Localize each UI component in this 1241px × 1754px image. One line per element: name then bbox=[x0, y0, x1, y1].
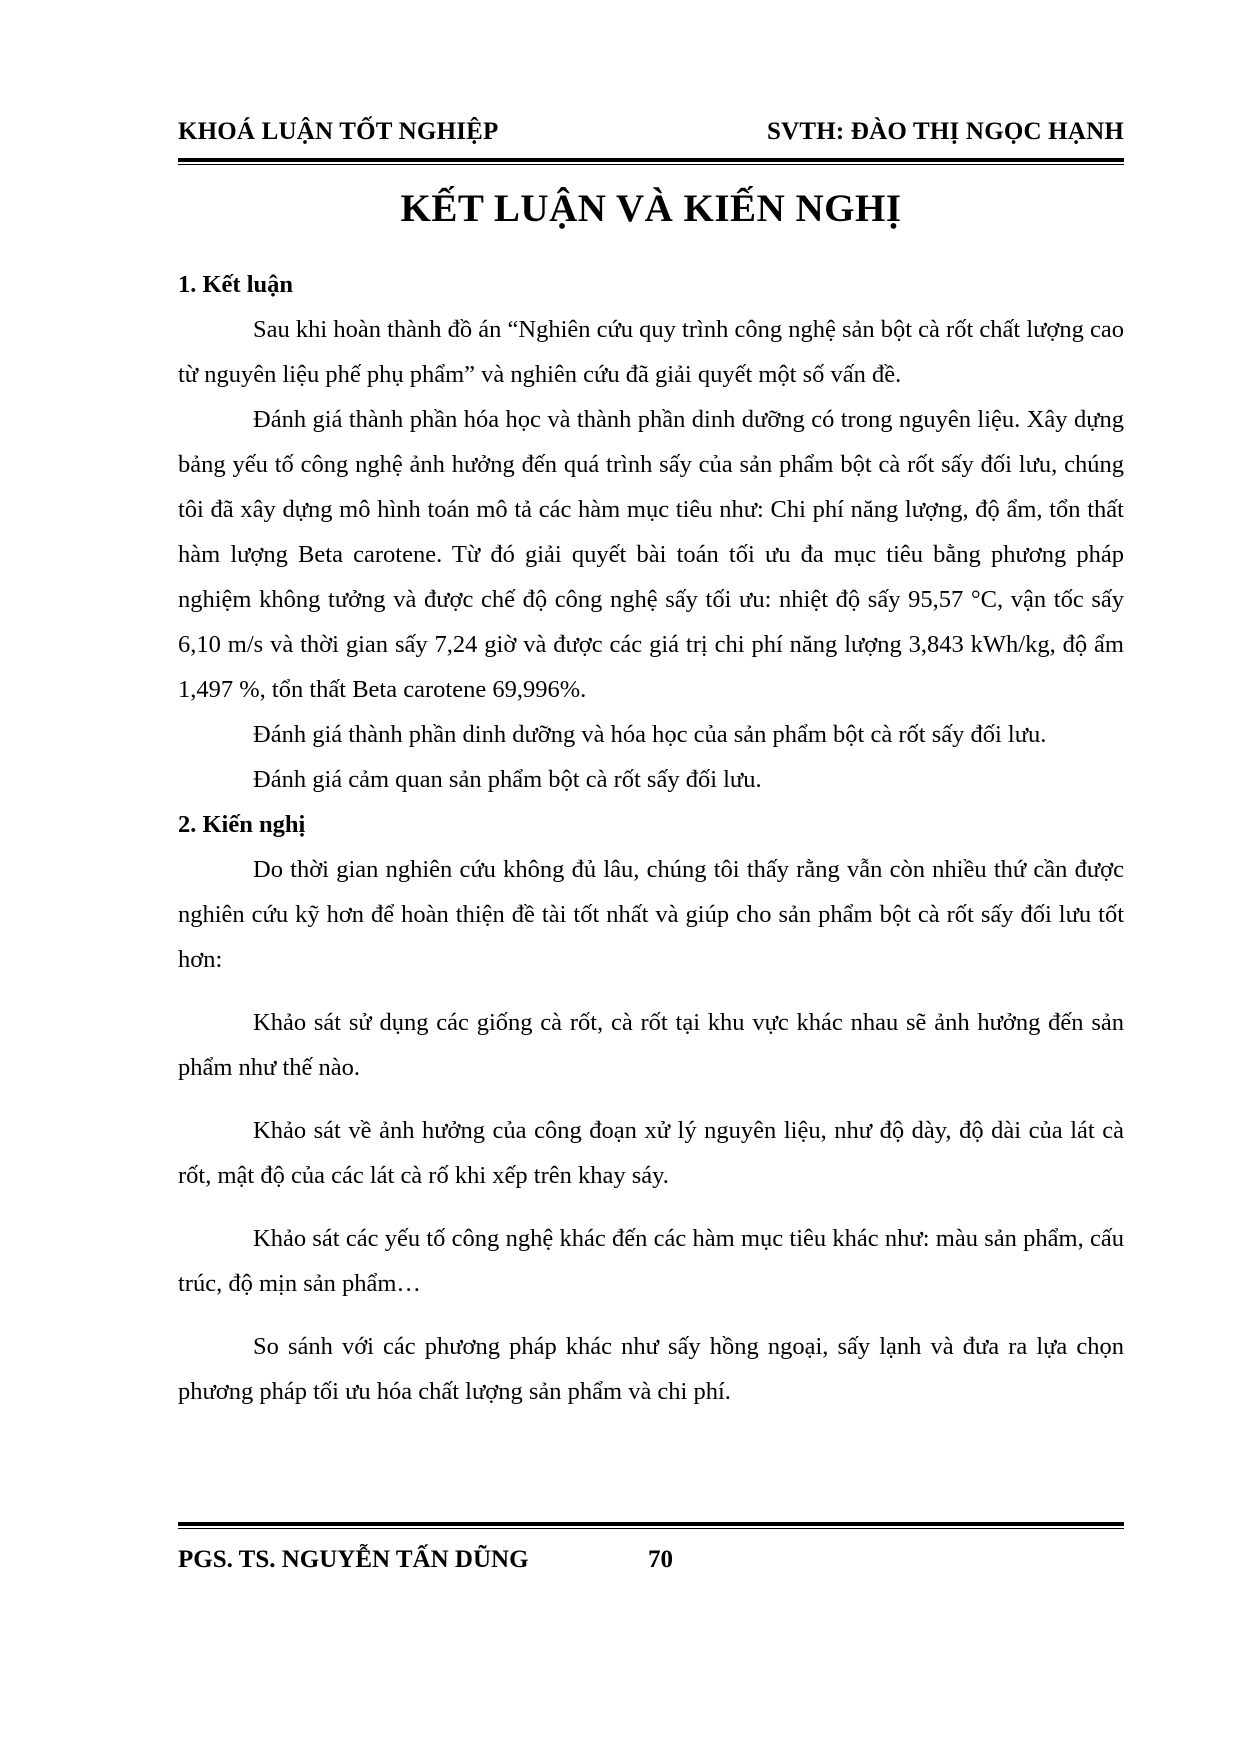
page-title: KẾT LUẬN VÀ KIẾN NGHỊ bbox=[400, 187, 902, 230]
footer-supervisor: PGS. TS. NGUYỄN TẤN DŨNG bbox=[178, 1546, 529, 1573]
page-number: 70 bbox=[648, 1546, 673, 1573]
paragraph: Đánh giá thành phần dinh dưỡng và hóa học của sản phẩm bột cà rốt sấy đối lưu. bbox=[253, 721, 1047, 748]
paragraph: Sau khi hoàn thành đồ án “Nghiên cứu quy trình công nghệ sản bột cà rốt chất lượng cao từ nguyên liệu phế phụ phẩm” và nghiên cứu đã giải quyết một số vấn đề. bbox=[178, 316, 1124, 388]
section-heading-recommendation: 2. Kiến nghị bbox=[178, 811, 306, 838]
paragraph: Đánh giá thành phần hóa học và thành phần dinh dưỡng có trong nguyên liệu. Xây dựng bảng yếu tố công nghệ ảnh hưởng đến quá trình sấy của sản phẩm bột cà rốt sấy đối lưu, chúng tôi đã xây dựng mô hình toán mô tả các hàm mục tiêu như: Chi phí năng lượng, độ ẩm, tổn thất hàm lượng Beta carotene. Từ đó giải quyết bài toán tối ưu đa mục tiêu bằng phương pháp nghiệm không tưởng và được chế độ công nghệ sấy tối ưu: nhiệt độ sấy 95,57 °C, vận tốc sấy 6,10 m/s và thời gian sấy 7,24 giờ và được các giá trị chi phí năng lượng 3,843 kWh/kg, độ ẩm 1,497 %, tổn thất Beta carotene 69,996%. bbox=[178, 406, 1124, 703]
header-divider bbox=[178, 158, 1124, 165]
paragraph: So sánh với các phương pháp khác như sấy hồng ngoại, sấy lạnh và đưa ra lựa chọn phương pháp tối ưu hóa chất lượng sản phẩm và chi phí. bbox=[178, 1333, 1124, 1405]
header-thesis-label: KHOÁ LUẬN TỐT NGHIỆP bbox=[178, 118, 499, 145]
paragraph: Do thời gian nghiên cứu không đủ lâu, chúng tôi thấy rằng vẫn còn nhiều thứ cần được nghiên cứu kỹ hơn để hoàn thiện đề tài tốt nhất và giúp cho sản phẩm bột cà rốt sấy đối lưu tốt hơn: bbox=[178, 856, 1124, 973]
paragraph: Khảo sát các yếu tố công nghệ khác đến các hàm mục tiêu khác như: màu sản phẩm, cấu trúc, độ mịn sản phẩm… bbox=[178, 1225, 1124, 1297]
paragraph: Khảo sát về ảnh hưởng của công đoạn xử lý nguyên liệu, như độ dày, độ dài của lát cà rốt, mật độ của các lát cà rố khi xếp trên khay sáy. bbox=[178, 1117, 1124, 1189]
document-body bbox=[178, 262, 1124, 1414]
paragraph: Đánh giá cảm quan sản phẩm bột cà rốt sấy đối lưu. bbox=[253, 766, 762, 793]
header-student-name: SVTH: ĐÀO THỊ NGỌC HẠNH bbox=[767, 118, 1124, 145]
footer-divider bbox=[178, 1522, 1124, 1529]
paragraph: Khảo sát sử dụng các giống cà rốt, cà rốt tại khu vực khác nhau sẽ ảnh hưởng đến sản phẩm như thế nào. bbox=[178, 1009, 1124, 1081]
section-heading-conclusion: 1. Kết luận bbox=[178, 271, 294, 298]
page-header bbox=[178, 112, 1124, 146]
